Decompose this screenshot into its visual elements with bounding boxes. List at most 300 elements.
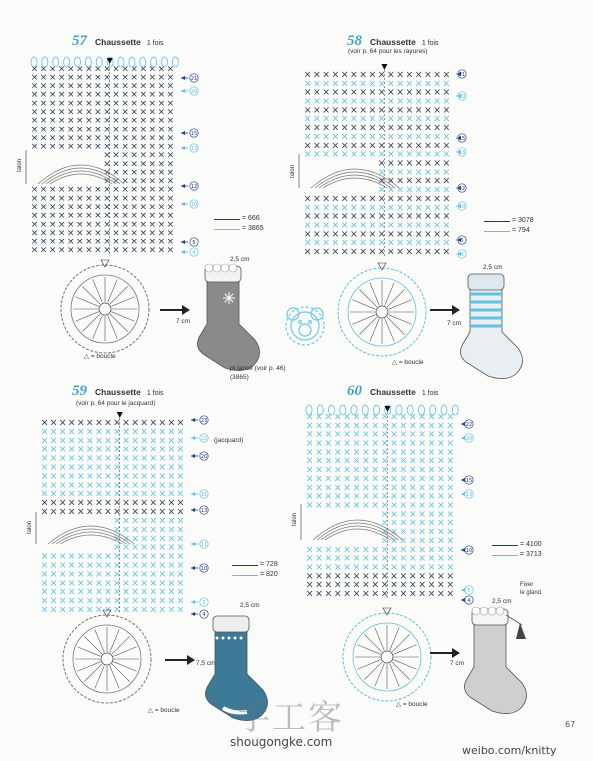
stitch-mark: × <box>315 491 323 503</box>
triangle-icon <box>103 610 111 617</box>
stitch-mark: × <box>396 166 405 178</box>
stitch-mark: × <box>76 497 85 509</box>
stitch-mark: × <box>359 220 368 231</box>
arrowhead-icon <box>181 184 185 188</box>
cuff-shell <box>221 264 229 272</box>
snowflake-icon <box>223 292 235 304</box>
stitch-mark: × <box>396 184 405 196</box>
stitch-mark: × <box>149 488 158 500</box>
stitch-mark: × <box>315 500 323 511</box>
row-number: 20 <box>465 436 473 442</box>
stitch-mark: × <box>377 220 386 231</box>
stitch-mark: × <box>408 517 417 529</box>
stitch-mark: × <box>343 491 352 503</box>
stitch-mark: × <box>112 211 120 222</box>
stitch-mark: × <box>423 220 432 231</box>
stitch-mark: × <box>305 588 314 600</box>
pattern-count: 1 fois <box>421 390 439 397</box>
stitch-mark: × <box>405 104 414 116</box>
stitch-mark: × <box>40 426 49 438</box>
stitch-mark: × <box>414 211 423 223</box>
stitch-mark: × <box>48 107 57 118</box>
sole-spoke <box>75 297 98 307</box>
sole-spoke <box>393 660 416 670</box>
stitch-mark: × <box>380 473 389 485</box>
stitch-mark: × <box>343 562 352 573</box>
stitch-mark: × <box>352 411 361 423</box>
stitch-mark: × <box>39 107 48 118</box>
stitch-mark: × <box>57 124 66 135</box>
stitch-mark: × <box>49 595 58 607</box>
stitch-mark: × <box>333 446 342 458</box>
talon-label: talon <box>27 520 33 534</box>
pattern-name: Chaussette <box>95 387 141 397</box>
stitch-mark: × <box>437 473 445 485</box>
stitch-mark: × <box>30 116 39 127</box>
sole-spoke <box>357 660 380 670</box>
stitch-mark: × <box>380 579 389 591</box>
triangle-icon <box>378 263 386 270</box>
stitch-mark: × <box>333 420 342 432</box>
stitch-mark: × <box>423 228 432 240</box>
stitch-mark: × <box>433 211 442 223</box>
stitch-mark: × <box>104 595 112 607</box>
stitch-mark: × <box>121 237 129 248</box>
stitch-mark: × <box>113 462 121 473</box>
arrowhead-icon <box>461 436 465 440</box>
stitch-mark: × <box>76 133 84 144</box>
stitch-mark: × <box>343 411 352 423</box>
stitch-mark: × <box>368 140 377 152</box>
stitch-mark: × <box>166 245 175 256</box>
jacquard-dot <box>240 637 243 640</box>
stitch-mark: × <box>140 470 149 482</box>
cuff-shell <box>205 264 213 272</box>
stitch-mark: × <box>30 185 39 196</box>
stitch-mark: × <box>396 193 405 205</box>
stitch-mark: × <box>340 140 349 152</box>
stitch-mark: × <box>94 479 103 491</box>
stitch-mark: × <box>324 455 333 467</box>
stitch-mark: × <box>30 133 39 144</box>
stitch-mark: × <box>149 453 158 465</box>
stitch-mark: × <box>94 551 103 563</box>
stitch-mark: × <box>408 579 417 591</box>
stitch-mark: × <box>94 595 103 607</box>
arrowhead-icon <box>461 492 465 496</box>
stitch-mark: × <box>76 142 84 153</box>
stitch-mark: × <box>433 158 442 169</box>
stitch-mark: × <box>94 98 102 109</box>
stitch-mark: × <box>399 464 408 476</box>
row-number: 4 <box>202 612 206 618</box>
stitch-mark: × <box>303 113 312 125</box>
stitch-mark: × <box>396 69 405 81</box>
stitch-mark: × <box>166 81 175 92</box>
stitch-mark: × <box>333 562 342 573</box>
stitch-mark: × <box>140 568 149 580</box>
stitch-mark: × <box>368 131 377 143</box>
stitch-mark: × <box>121 211 129 222</box>
stitch-mark: × <box>139 124 148 135</box>
stitch-mark: × <box>442 131 451 143</box>
stitch-mark: × <box>58 426 67 438</box>
stitch-mark: × <box>130 245 139 256</box>
stitch-mark: × <box>112 107 120 118</box>
stitch-mark: × <box>30 245 39 256</box>
stitch-mark: × <box>122 551 131 563</box>
stitch-mark: × <box>140 604 149 616</box>
stitch-mark: × <box>113 444 121 456</box>
stitch-mark: × <box>57 107 66 118</box>
stitch-mark: × <box>113 551 121 563</box>
stitch-mark: × <box>380 464 389 476</box>
stitch-mark: × <box>386 158 395 169</box>
stitch-mark: × <box>166 176 175 187</box>
size-label: 2,5 cm <box>230 256 250 263</box>
stitch-mark: × <box>148 98 157 109</box>
stitch-mark: × <box>408 473 417 485</box>
stitch-mark: × <box>340 78 349 90</box>
stitch-mark: × <box>149 524 158 536</box>
stitch-mark: × <box>427 553 436 565</box>
stitch-mark: × <box>39 185 48 196</box>
stitch-mark: × <box>414 166 423 178</box>
stitch-mark: × <box>368 69 377 81</box>
stitch-mark: × <box>85 211 93 222</box>
stitch-mark: × <box>340 69 349 81</box>
stitch-mark: × <box>437 438 445 449</box>
stitch-mark: × <box>423 69 432 81</box>
stitch-mark: × <box>39 211 48 222</box>
stitch-mark: × <box>58 497 67 509</box>
stitch-mark: × <box>414 69 423 81</box>
stitch-mark: × <box>305 544 314 556</box>
stitch-mark: × <box>349 131 358 143</box>
stitch-mark: × <box>148 64 157 75</box>
stitch-mark: × <box>104 444 112 456</box>
stitch-mark: × <box>418 526 427 538</box>
stitch-mark: × <box>76 211 84 222</box>
stitch-mark: × <box>418 508 427 520</box>
stitch-mark: × <box>167 604 176 616</box>
stitch-mark: × <box>121 81 129 92</box>
stitch-mark: × <box>76 202 84 213</box>
stitch-mark: × <box>76 604 85 616</box>
stitch-mark: × <box>104 462 112 473</box>
stitch-mark: × <box>58 560 67 571</box>
stitch-mark: × <box>158 426 167 438</box>
stitch-mark: × <box>85 444 94 456</box>
stitch-mark: × <box>140 551 149 563</box>
stitch-mark: × <box>122 479 131 491</box>
stitch-mark: × <box>94 462 103 473</box>
stitch-mark: × <box>57 72 66 83</box>
crochet-round-58 <box>335 265 429 359</box>
stitch-mark: × <box>113 453 121 465</box>
stitch-mark: × <box>130 219 139 230</box>
stitch-mark: × <box>368 228 377 240</box>
stitch-mark: × <box>131 453 140 465</box>
stitch-mark: × <box>377 228 386 240</box>
stitch-mark: × <box>386 228 395 240</box>
stitch-mark: × <box>427 508 436 520</box>
stitch-mark: × <box>140 417 149 429</box>
stitch-mark: × <box>104 577 112 589</box>
stitch-mark: × <box>112 64 120 75</box>
stitch-mark: × <box>113 604 121 616</box>
stitch-mark: × <box>58 568 67 580</box>
stitch-mark: × <box>130 202 139 213</box>
stitch-mark: × <box>148 159 157 170</box>
stitch-mark: × <box>418 553 427 565</box>
stitch-mark: × <box>158 524 167 536</box>
stitch-mark: × <box>76 185 84 196</box>
stitch-mark: × <box>139 245 148 256</box>
stitch-mark: × <box>67 417 76 429</box>
stitch-mark: × <box>85 577 94 589</box>
stitch-mark: × <box>390 420 398 432</box>
watermark-site: shougongke.com <box>230 735 333 749</box>
stitch-mark: × <box>349 237 358 249</box>
stitch-mark: × <box>140 497 149 509</box>
stitch-mark: × <box>166 150 175 161</box>
stitch-mark: × <box>446 455 455 467</box>
boucle-legend: △ = boucle <box>396 701 428 708</box>
stitch-mark: × <box>390 500 398 511</box>
stitch-mark: × <box>446 482 455 494</box>
stitch-mark: × <box>166 202 175 213</box>
stitch-mark: × <box>94 453 103 465</box>
stitch-mark: × <box>176 595 185 607</box>
stitch-mark: × <box>349 96 358 107</box>
stitch-mark: × <box>167 435 176 447</box>
stitch-mark: × <box>359 104 368 116</box>
stitch-mark: × <box>408 446 417 458</box>
stitch-mark: × <box>176 497 185 509</box>
stitch-mark: × <box>103 159 111 170</box>
sole-spoke <box>375 663 385 686</box>
stitch-mark: × <box>176 551 185 563</box>
stitch-mark: × <box>94 560 103 571</box>
stitch-mark: × <box>349 193 358 205</box>
stitch-mark: × <box>362 500 370 511</box>
stitch-mark: × <box>396 78 405 90</box>
stitch-mark: × <box>322 131 331 143</box>
stitch-mark: × <box>113 497 121 509</box>
stitch-mark: × <box>303 122 312 134</box>
stitch-mark: × <box>157 167 166 178</box>
stitch-mark: × <box>414 184 423 196</box>
stitch-mark: × <box>399 562 408 573</box>
stitch-mark: × <box>140 444 149 456</box>
stitch-mark: × <box>122 542 131 554</box>
stitch-mark: × <box>362 420 370 432</box>
stitch-mark: × <box>368 78 377 90</box>
stitch-mark: × <box>414 175 423 187</box>
stitch-mark: × <box>399 482 408 494</box>
stitch-mark: × <box>331 211 340 223</box>
stitch-mark: × <box>380 438 389 449</box>
stitch-mark: × <box>103 116 111 127</box>
stitch-mark: × <box>139 185 148 196</box>
stitch-mark: × <box>149 497 158 509</box>
stitch-mark: × <box>130 159 139 170</box>
stitch-mark: × <box>362 455 370 467</box>
stitch-mark: × <box>67 560 76 571</box>
sole-spoke <box>84 664 102 682</box>
stitch-mark: × <box>149 568 158 580</box>
stitch-mark: × <box>85 193 93 204</box>
stitch-mark: × <box>58 435 67 447</box>
stitch-mark: × <box>85 551 94 563</box>
stitch-mark: × <box>176 542 185 554</box>
stitch-mark: × <box>423 166 432 178</box>
stitch-mark: × <box>67 497 76 509</box>
stitch-mark: × <box>30 107 39 118</box>
stitch-mark: × <box>377 113 386 125</box>
sole-spoke <box>93 315 103 338</box>
row-number: 10 <box>190 202 198 208</box>
stitch-mark: × <box>30 193 39 204</box>
stitch-mark: × <box>148 185 157 196</box>
stitch-mark: × <box>322 96 331 107</box>
stitch-mark: × <box>322 220 331 231</box>
stitch-mark: × <box>121 98 129 109</box>
stitch-mark: × <box>148 142 157 153</box>
sole-spoke <box>357 645 380 655</box>
stitch-mark: × <box>396 122 405 134</box>
stitch-mark: × <box>408 526 417 538</box>
stitch-mark: × <box>437 562 445 573</box>
stitch-mark: × <box>103 176 111 187</box>
arrow-icon <box>430 648 460 658</box>
stitch-mark: × <box>94 435 103 447</box>
magic-ring <box>376 306 388 318</box>
stitch-mark: × <box>113 595 121 607</box>
stitch-mark: × <box>122 426 131 438</box>
stitch-mark: × <box>149 479 158 491</box>
stitch-mark: × <box>333 429 342 441</box>
stitch-mark: × <box>85 90 93 101</box>
stitch-mark: × <box>104 453 112 465</box>
stitch-mark: × <box>427 526 436 538</box>
stitch-mark: × <box>322 246 331 258</box>
stitch-mark: × <box>103 237 111 248</box>
stitch-mark: × <box>94 470 103 482</box>
stitch-mark: × <box>446 438 455 449</box>
size-label: 2,5 cm <box>483 264 503 271</box>
stitch-mark: × <box>57 193 66 204</box>
cuff-shell <box>496 607 504 615</box>
sole-spoke <box>112 664 130 682</box>
stitch-mark: × <box>39 219 48 230</box>
stitch-mark: × <box>390 429 398 441</box>
stitch-mark: × <box>371 420 380 432</box>
stitch-mark: × <box>85 219 93 230</box>
stitch-mark: × <box>433 202 442 214</box>
stitch-mark: × <box>57 228 66 239</box>
stitch-mark: × <box>343 482 352 494</box>
stitch-mark: × <box>104 479 112 491</box>
stitch-mark: × <box>157 176 166 187</box>
stitch-mark: × <box>331 78 340 90</box>
stitch-mark: × <box>303 131 312 143</box>
stitch-mark: × <box>315 473 323 485</box>
legend-label: = 3078 <box>512 217 534 224</box>
stitch-mark: × <box>121 142 129 153</box>
stitch-mark: × <box>377 175 386 187</box>
stitch-mark: × <box>40 560 49 571</box>
stitch-mark: × <box>427 491 436 503</box>
stitch-mark: × <box>49 506 58 518</box>
stitch-mark: × <box>390 570 398 582</box>
stitch-mark: × <box>131 435 140 447</box>
sole-spoke <box>370 318 380 341</box>
stitch-mark: × <box>340 96 349 107</box>
stitch-mark: × <box>396 131 405 143</box>
stitch-mark: × <box>76 72 84 83</box>
crochet-round-59 <box>60 612 154 706</box>
stitch-mark: × <box>66 228 75 239</box>
stitch-mark: × <box>312 211 321 223</box>
stitch-mark: × <box>40 551 49 563</box>
stitch-mark: × <box>396 228 405 240</box>
stitch-mark: × <box>423 149 432 161</box>
stitch-mark: × <box>130 81 139 92</box>
row-number: 12 <box>458 186 466 192</box>
stitch-mark: × <box>331 140 340 152</box>
stitch-mark: × <box>157 193 166 204</box>
stitch-mark: × <box>427 473 436 485</box>
sole-spoke <box>77 647 100 657</box>
row-number: 22 <box>200 436 208 442</box>
stitch-mark: × <box>122 470 131 482</box>
stitch-mark: × <box>315 411 323 423</box>
stitch-mark: × <box>166 90 175 101</box>
stitch-mark: × <box>58 586 67 598</box>
stitch-mark: × <box>48 237 57 248</box>
stitch-mark: × <box>40 462 49 473</box>
stitch-mark: × <box>437 526 445 538</box>
row-number: 5 <box>467 588 471 594</box>
stitch-mark: × <box>303 202 312 214</box>
stitch-mark: × <box>158 568 167 580</box>
stitch-mark: × <box>362 570 370 582</box>
row-number: 15 <box>190 131 198 137</box>
magic-ring <box>381 651 393 663</box>
stitch-mark: × <box>399 544 408 556</box>
stitch-mark: × <box>418 411 427 423</box>
stitch-mark: × <box>140 542 149 554</box>
stitch-mark: × <box>340 211 349 223</box>
stitch-mark: × <box>359 211 368 223</box>
stitch-mark: × <box>57 116 66 127</box>
stitch-mark: × <box>113 568 121 580</box>
pattern-number: 59 <box>72 383 87 399</box>
stitch-mark: × <box>166 64 175 75</box>
stitch-mark: × <box>343 553 352 565</box>
sole-spoke <box>82 314 100 332</box>
stitch-mark: × <box>76 551 85 563</box>
arrowhead-icon <box>181 240 185 244</box>
stitch-mark: × <box>104 604 112 616</box>
stitch-mark: × <box>405 228 414 240</box>
stitch-mark: × <box>158 444 167 456</box>
stitch-mark: × <box>39 142 48 153</box>
stitch-mark: × <box>418 446 427 458</box>
stitch-mark: × <box>322 228 331 240</box>
